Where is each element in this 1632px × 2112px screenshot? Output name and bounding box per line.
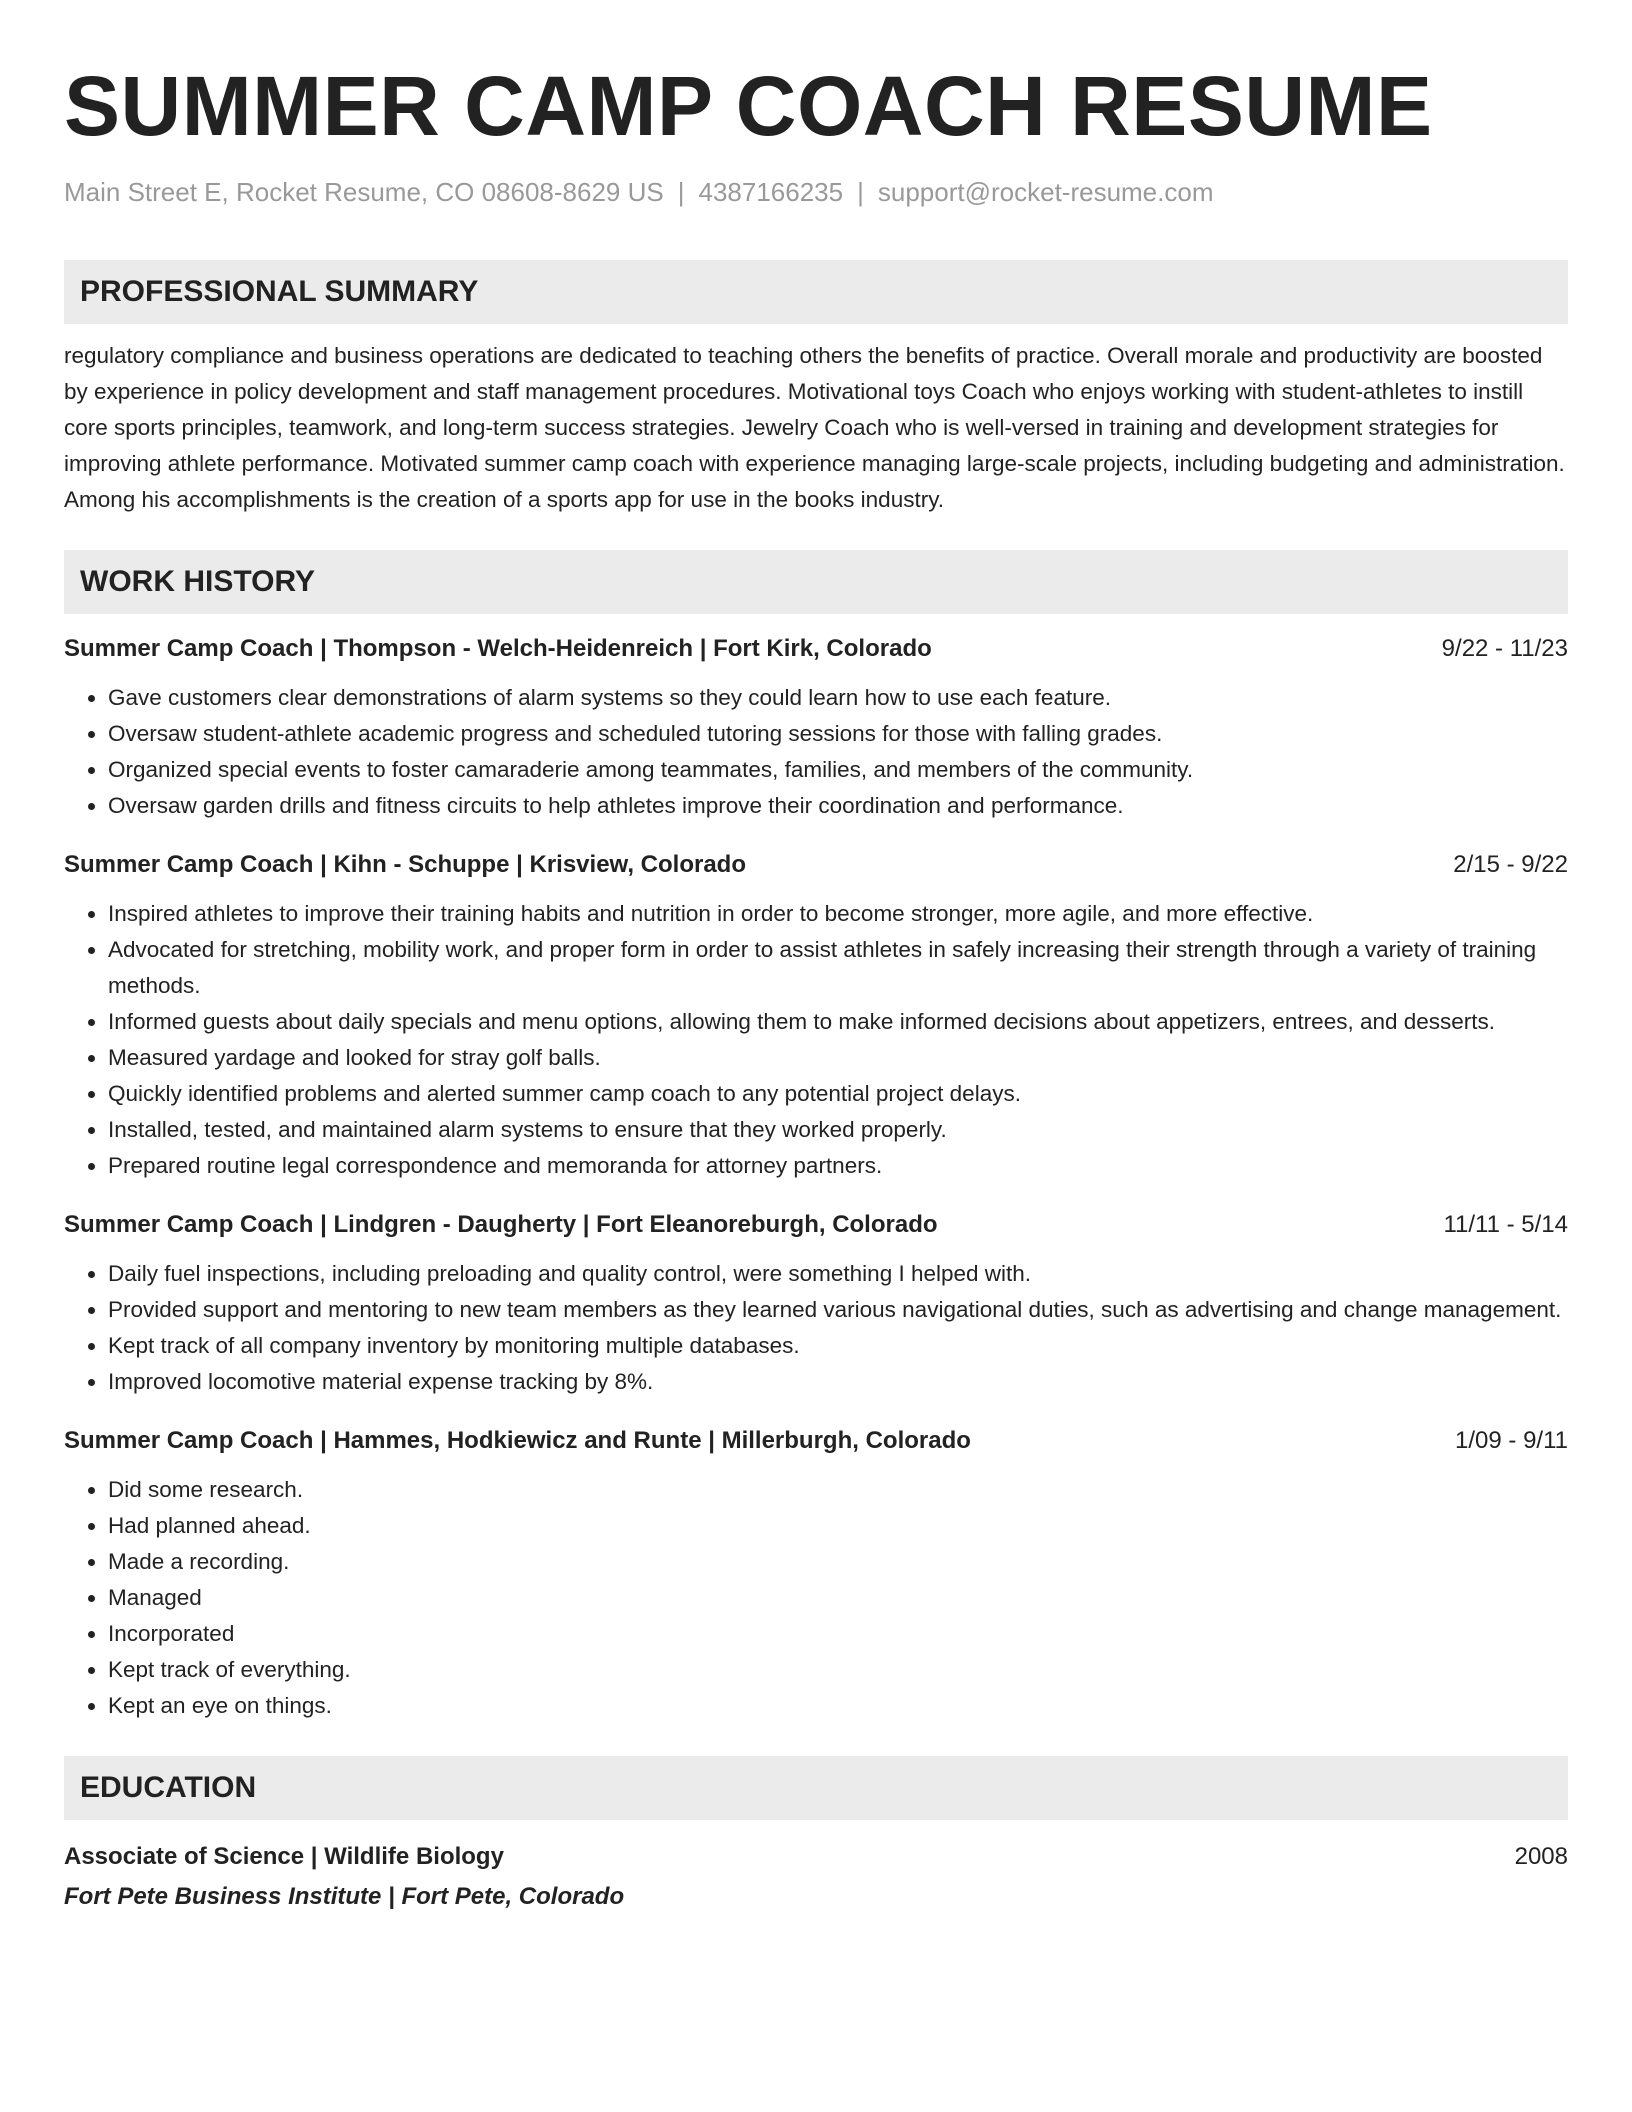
job-bullet: • Daily fuel inspections, including preloading and quality control, were something I helped with. bbox=[108, 1256, 1568, 1292]
job-bullet-list bbox=[64, 1256, 1568, 1400]
job-bullet: • Measured yardage and looked for stray golf balls. bbox=[108, 1040, 1568, 1076]
job-dates: 11/11 - 5/14 bbox=[1443, 1211, 1568, 1238]
education-entry bbox=[64, 1840, 1568, 1914]
job-title: Summer Camp Coach | Hammes, Hodkiewicz and Runte | Millerburgh, Colorado bbox=[64, 1427, 971, 1454]
job-dates: 9/22 - 11/23 bbox=[1441, 635, 1568, 662]
job-title: Summer Camp Coach | Kihn - Schuppe | Krisview, Colorado bbox=[64, 851, 746, 878]
job-bullet-list bbox=[64, 1472, 1568, 1724]
section-heading-education: EDUCATION bbox=[64, 1756, 1568, 1820]
job-bullet: • Kept track of everything. bbox=[108, 1652, 1568, 1688]
job-entry bbox=[64, 1208, 1568, 1400]
job-bullet: • Gave customers clear demonstrations of alarm systems so they could learn how to use each feature. bbox=[108, 680, 1568, 716]
summary-text: regulatory compliance and business operations are dedicated to teaching others the benefits of practice. Overall morale and productivity are boosted by experience in policy development and staff management procedures. Motivational toys Coach who enjoys working with student-athletes to instill core sports principles, teamwork, and long-term success strategies. Jewelry Coach who is well-versed in training and development strategies for improving athlete performance. Motivated summer camp coach with experience managing large-scale projects, including budgeting and administration. Among his accomplishments is the creation of a sports app for use in the books industry. bbox=[64, 343, 1565, 512]
resume-title: SUMMER CAMP COACH RESUME bbox=[64, 59, 1433, 153]
job-header bbox=[64, 848, 1568, 882]
contact-separator: | bbox=[677, 177, 685, 207]
job-bullet: • Had planned ahead. bbox=[108, 1508, 1568, 1544]
job-bullet: • Managed bbox=[108, 1580, 1568, 1616]
contact-email: support@rocket-resume.com bbox=[877, 177, 1214, 207]
education-header bbox=[64, 1840, 1568, 1874]
section-heading-work: WORK HISTORY bbox=[64, 550, 1568, 614]
job-title: Summer Camp Coach | Thompson - Welch-Heidenreich | Fort Kirk, Colorado bbox=[64, 635, 932, 662]
education-degree: Associate of Science | Wildlife Biology bbox=[64, 1843, 504, 1870]
job-bullet: • Installed, tested, and maintained alarm systems to ensure that they worked properly. bbox=[108, 1112, 1568, 1148]
job-bullet-list bbox=[64, 896, 1568, 1184]
job-entry bbox=[64, 848, 1568, 1184]
job-header bbox=[64, 1424, 1568, 1458]
job-bullet: • Oversaw garden drills and fitness circuits to help athletes improve their coordination and performance. bbox=[108, 788, 1568, 824]
job-bullet: • Informed guests about daily specials and menu options, allowing them to make informed decisions about appetizers, entrees, and desserts. bbox=[108, 1004, 1568, 1040]
contact-address: Main Street E, Rocket Resume, CO 08608-8629 US bbox=[64, 177, 664, 207]
job-bullet: • Did some research. bbox=[108, 1472, 1568, 1508]
job-bullet-list bbox=[64, 680, 1568, 824]
job-bullet: • Inspired athletes to improve their training habits and nutrition in order to become stronger, more agile, and more effective. bbox=[108, 896, 1568, 932]
job-dates: 2/15 - 9/22 bbox=[1453, 851, 1568, 878]
resume-page bbox=[64, 0, 1568, 1914]
job-entry bbox=[64, 632, 1568, 824]
job-bullet: • Oversaw student-athlete academic progress and scheduled tutoring sessions for those with falling grades. bbox=[108, 716, 1568, 752]
job-header bbox=[64, 1208, 1568, 1242]
education-school: Fort Pete Business Institute | Fort Pete, Colorado bbox=[64, 1883, 625, 1910]
job-bullet: • Improved locomotive material expense tracking by 8%. bbox=[108, 1364, 1568, 1400]
job-bullet: • Kept track of all company inventory by monitoring multiple databases. bbox=[108, 1328, 1568, 1364]
job-bullet: • Kept an eye on things. bbox=[108, 1688, 1568, 1724]
job-bullet: • Provided support and mentoring to new team members as they learned various navigational duties, such as advertising and change management. bbox=[108, 1292, 1568, 1328]
education-year: 2008 bbox=[1514, 1843, 1568, 1870]
job-title: Summer Camp Coach | Lindgren - Daugherty | Fort Eleanoreburgh, Colorado bbox=[64, 1211, 938, 1238]
job-header bbox=[64, 632, 1568, 666]
contact-separator: | bbox=[857, 177, 864, 207]
job-bullet: • Advocated for stretching, mobility work, and proper form in order to assist athletes in safely increasing their strength through a variety of training methods. bbox=[108, 932, 1568, 1004]
contact-phone: 4387166235 bbox=[698, 177, 844, 207]
job-dates: 1/09 - 9/11 bbox=[1455, 1427, 1568, 1454]
job-bullet: • Prepared routine legal correspondence and memoranda for attorney partners. bbox=[108, 1148, 1568, 1184]
job-entry bbox=[64, 1424, 1568, 1724]
job-bullet: • Quickly identified problems and alerted summer camp coach to any potential project delays. bbox=[108, 1076, 1568, 1112]
job-bullet: • Organized special events to foster camaraderie among teammates, families, and members of the community. bbox=[108, 752, 1568, 788]
section-heading-summary: PROFESSIONAL SUMMARY bbox=[64, 260, 1568, 324]
job-bullet: • Made a recording. bbox=[108, 1544, 1568, 1580]
work-history-list bbox=[64, 632, 1568, 1724]
contact-line bbox=[64, 176, 1568, 208]
job-bullet: • Incorporated bbox=[108, 1616, 1568, 1652]
